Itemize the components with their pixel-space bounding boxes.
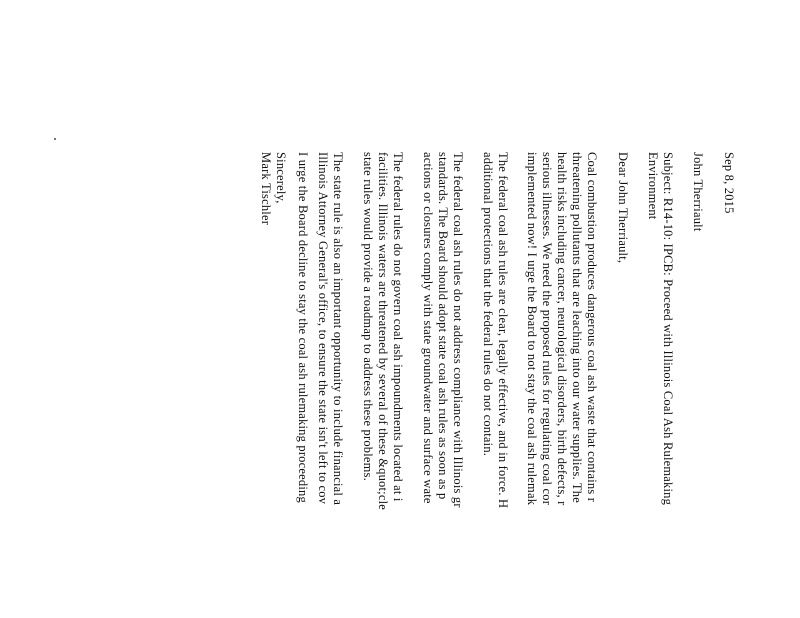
paragraph-line: The federal rules do not govern coal ash impoundments located at i [391,152,405,502]
letter-salutation: Dear John Therriault, [616,152,630,264]
paragraph-line: Illinois Attorney General's office, to ensure the state isn't left to cov [316,152,330,505]
paragraph-line: Coal combustion produces dangerous coal ash waste that contains r [585,152,599,503]
paragraph-line: actions or closures comply with state groundwater and surface wate [421,152,435,504]
scan-speck [54,138,56,140]
letter-date: Sep 8, 2015 [722,152,736,214]
paragraph-line: facilities. Illinois waters are threatened by several of these &quot;cle [376,152,390,511]
closing-request: I urge the Board decline to stay the coal ash rulemaking proceeding [296,152,310,503]
letter-recipient: John Therriault [691,152,705,232]
paragraph-line: serious illnesses. We need the proposed rules for regulating coal cor [540,152,554,506]
rotated-letter [259,0,736,618]
signer-name: Mark Tischler [259,152,273,226]
paragraph-line: additional protections that the federal rules do not contain. [481,152,495,457]
paragraph-line: standards. The Board should adopt state coal ash rules as soon as p [436,152,450,500]
paragraph-line: The state rule is also an important opportunity to include financial a [331,152,345,506]
paragraph-line: threatening pollutants that are leaching into our water supplies. The [570,152,584,503]
paragraph-line: state rules would provide a roadmap to address these problems. [361,152,375,481]
paragraph-line: The federal coal ash rules do not address compliance with Illinois gr [451,152,465,508]
signoff: Sincerely, [274,152,288,204]
paragraph-line: health risks including cancer, neurological disorders, birth defects, r [555,152,569,506]
letter-subject-line: Subject: R14-10: IPCB: Proceed with Illinois Coal Ash Rulemaking [661,152,675,506]
paragraph-line: The federal coal ash rules are clear, legally effective, and in force. H [496,152,510,509]
letter-subject-line: Environment [646,152,660,220]
paragraph-line: implemented now! I urge the Board to not stay the coal ash rulemak [525,152,539,506]
